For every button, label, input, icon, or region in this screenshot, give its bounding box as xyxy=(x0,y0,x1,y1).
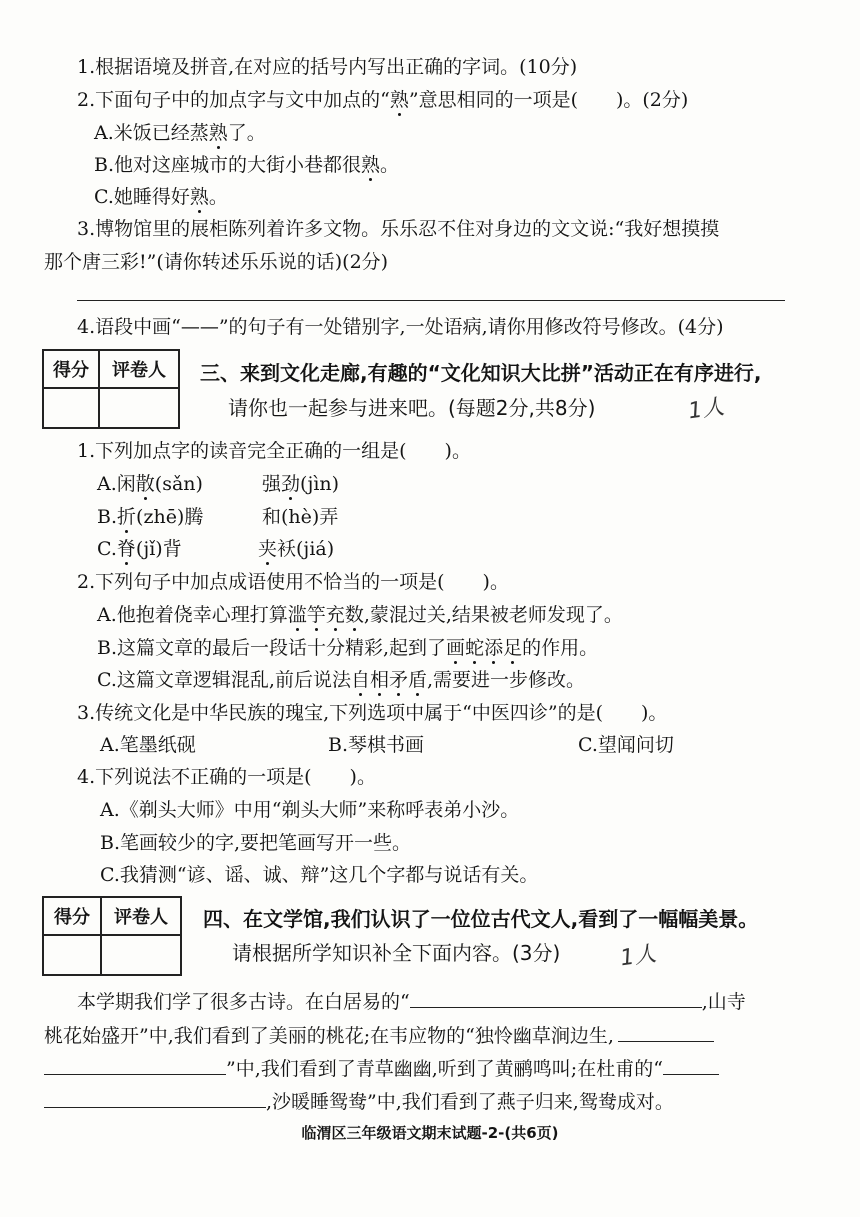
poem-blank-3a[interactable] xyxy=(663,1054,719,1075)
q2b-dot: 熟 xyxy=(361,154,381,176)
q2c-post: 。 xyxy=(208,186,228,208)
section-3-title-line1: 三、来到文化走廊,有趣的“文化知识大比拼”活动正在有序进行, xyxy=(200,361,762,385)
s3q3-text: 3.传统文化是中华民族的瑰宝,下列选项中属于“中医四诊”的是( )。 xyxy=(77,702,668,724)
poem-blank-1[interactable] xyxy=(410,987,702,1008)
question-2 xyxy=(77,87,688,113)
s3q2c-pre: C.这篇文章逻辑混乱,前后说法 xyxy=(97,669,351,691)
s3q2b-post: 的作用。 xyxy=(522,637,599,659)
s3q2a-dot-3: 充 xyxy=(325,604,345,626)
s3q2c-post: ,需要进一步修改。 xyxy=(427,669,586,691)
p4-post: ,沙暖睡鸳鸯”中,我们看到了燕子归来,鸳鸯成对。 xyxy=(266,1091,674,1113)
p1-pre: 本学期我们学了很多古诗。在白居易的“ xyxy=(77,991,410,1013)
question-1-text: 1.根据语境及拼音,在对应的括号内写出正确的字词。(10分) xyxy=(77,56,578,78)
grader-cell[interactable] xyxy=(99,388,179,428)
s3q1a2-post: (jìn) xyxy=(300,473,340,495)
poem-paragraph-line3 xyxy=(44,1054,719,1082)
s3q1-option-b2 xyxy=(262,504,338,530)
q2-dotted-char: 熟 xyxy=(389,89,409,111)
s3q1-text: 1.下列加点字的读音完全正确的一组是( )。 xyxy=(77,440,471,462)
score-cell[interactable] xyxy=(43,935,101,975)
answer-line-q3[interactable] xyxy=(77,300,785,301)
s3q4-option-c: C.我猜测“谚、谣、诚、辩”这几个字都与说话有关。 xyxy=(100,864,539,886)
q3-line1-text: 3.博物馆里的展柜陈列着许多文物。乐乐忍不住对身边的文文说:“我好想摸摸 xyxy=(77,218,720,240)
s3q1-option-b xyxy=(97,504,203,530)
question-4 xyxy=(77,314,724,340)
s3q2b-dot-1: 画 xyxy=(446,637,466,659)
p3-post: ”中,我们看到了青草幽幽,听到了黄鹂鸣叫;在杜甫的“ xyxy=(226,1058,663,1080)
s3q2-text: 2.下列句子中加点成语使用不恰当的一项是( )。 xyxy=(77,571,509,593)
poem-paragraph-line4 xyxy=(44,1087,674,1115)
s3q1a1-post: (sǎn) xyxy=(154,473,203,495)
score-box-section-4 xyxy=(42,896,182,976)
score-label: 得分 xyxy=(43,350,99,388)
grader-label: 评卷人 xyxy=(101,897,181,935)
p1-post: ,山寺 xyxy=(701,991,746,1013)
s3-question-4 xyxy=(77,764,376,790)
s3q1c1-dot: 脊 xyxy=(116,538,136,560)
s3-question-2 xyxy=(77,569,509,595)
s3q4-text: 4.下列说法不正确的一项是( )。 xyxy=(77,766,376,788)
question-1 xyxy=(77,54,577,80)
s3q2c-dot-4: 盾 xyxy=(408,669,428,691)
s3q3-option-a: A.笔墨纸砚 xyxy=(100,734,196,756)
s3q1-option-c2 xyxy=(258,536,334,562)
s3q2b-pre: B.这篇文章的最后一段话十分精彩,起到了 xyxy=(97,637,447,659)
s3q1b2-pre: 和 xyxy=(262,506,282,528)
s3q2a-dot-1: 滥 xyxy=(287,604,307,626)
q2-text-pre: 2.下面句子中的加点字与文中加点的“ xyxy=(77,89,390,111)
s3q1a2-dot: 劲 xyxy=(281,473,301,495)
s3q2c-dot-2: 相 xyxy=(369,669,389,691)
s3q1-option-c xyxy=(97,536,182,562)
s3-question-3 xyxy=(77,700,667,726)
q2-option-b xyxy=(94,152,399,178)
score-box-section-3 xyxy=(42,349,180,429)
s3q1b1-dot: 折 xyxy=(117,506,137,528)
q2c-dot: 熟 xyxy=(189,186,209,208)
s3q3-option-c: C.望闻问切 xyxy=(578,734,674,756)
grader-handwritten-mark-2: 1人 xyxy=(618,941,658,972)
s3q2b-dot-4: 足 xyxy=(503,637,523,659)
q2a-post: 了。 xyxy=(227,122,266,144)
s3q2b-dot-3: 添 xyxy=(484,637,504,659)
s3q2c-dot-1: 自 xyxy=(350,669,370,691)
q4-text: 4.语段中画“——”的句子有一处错别字,一处语病,请你用修改符号修改。(4分) xyxy=(77,316,724,338)
q2a-dot: 熟 xyxy=(208,122,228,144)
grader-handwritten-mark: 1人 xyxy=(686,394,726,425)
s3q1b2-post: (hè)弄 xyxy=(281,506,339,528)
score-cell[interactable] xyxy=(43,388,99,428)
q3-line2-text: 那个唐三彩!”(请你转述乐乐说的话)(2分) xyxy=(44,251,389,273)
question-3-line1 xyxy=(77,216,719,242)
q2b-post: 。 xyxy=(380,154,400,176)
q2b-pre: B.他对这座城市的大街小巷都很 xyxy=(94,154,362,176)
score-label: 得分 xyxy=(43,897,101,935)
s3q2c-dot-3: 矛 xyxy=(388,669,408,691)
s3q2a-dot-4: 数 xyxy=(344,604,364,626)
q2-option-a xyxy=(94,120,266,146)
s3q1-option-a2 xyxy=(262,471,339,497)
poem-blank-2b[interactable] xyxy=(44,1054,226,1075)
poem-paragraph-line2 xyxy=(44,1021,714,1049)
poem-blank-3b[interactable] xyxy=(44,1087,266,1108)
section-4-title-line1: 四、在文学馆,我们认识了一位位古代文人,看到了一幅幅美景。 xyxy=(203,907,759,931)
s3q2-option-a xyxy=(97,602,623,628)
q2a-pre: A.米饭已经蒸 xyxy=(94,122,209,144)
s3q4-option-b: B.笔画较少的字,要把笔画写开一些。 xyxy=(100,832,412,854)
q2c-pre: C.她睡得好 xyxy=(94,186,190,208)
s3q1a1-pre: A.闲 xyxy=(97,473,136,495)
s3q1c1-pre: C. xyxy=(97,538,117,560)
poem-paragraph-line1 xyxy=(77,987,746,1015)
q2-option-c xyxy=(94,184,228,210)
s3q2b-dot-2: 蛇 xyxy=(465,637,485,659)
s3q4-option-a: A.《剃头大师》中用“剃头大师”来称呼表弟小沙。 xyxy=(100,799,520,821)
s3q2a-post: ,蒙混过关,结果被老师发现了。 xyxy=(363,604,623,626)
p2-pre: 桃花始盛开”中,我们看到了美丽的桃花;在韦应物的“独怜幽草涧边生, xyxy=(44,1025,614,1047)
s3q1c2-post: 袄(jiá) xyxy=(277,538,335,560)
s3q2a-pre: A.他抱着侥幸心理打算 xyxy=(97,604,288,626)
s3q2a-dot-2: 竽 xyxy=(306,604,326,626)
section-4-title-line2: 请根据所学知识补全下面内容。(3分) xyxy=(232,941,561,965)
s3q1c2-dot: 夹 xyxy=(258,538,278,560)
s3q1b1-pre: B. xyxy=(97,506,118,528)
s3q1c1-post: (jǐ)背 xyxy=(135,538,182,560)
question-3-line2 xyxy=(44,249,388,275)
grader-cell[interactable] xyxy=(101,935,181,975)
grader-label: 评卷人 xyxy=(99,350,179,388)
page-footer: 临渭区三年级语文期末试题-2-(共6页) xyxy=(301,1124,559,1142)
s3-question-1 xyxy=(77,438,471,464)
s3q1-option-a xyxy=(97,471,203,497)
s3q2-option-c xyxy=(97,667,585,693)
s3q1a1-dot: 散 xyxy=(135,473,155,495)
s3q3-option-b: B.琴棋书画 xyxy=(328,734,425,756)
q2-text-post: ”意思相同的一项是( )。(2分) xyxy=(408,89,689,111)
poem-blank-2a[interactable] xyxy=(618,1021,714,1042)
s3q1b1-post: (zhē)腾 xyxy=(136,506,204,528)
section-3-title-line2: 请你也一起参与进来吧。(每题2分,共8分) xyxy=(228,396,596,420)
s3q2-option-b xyxy=(97,635,598,661)
s3q1a2-pre: 强 xyxy=(262,473,282,495)
